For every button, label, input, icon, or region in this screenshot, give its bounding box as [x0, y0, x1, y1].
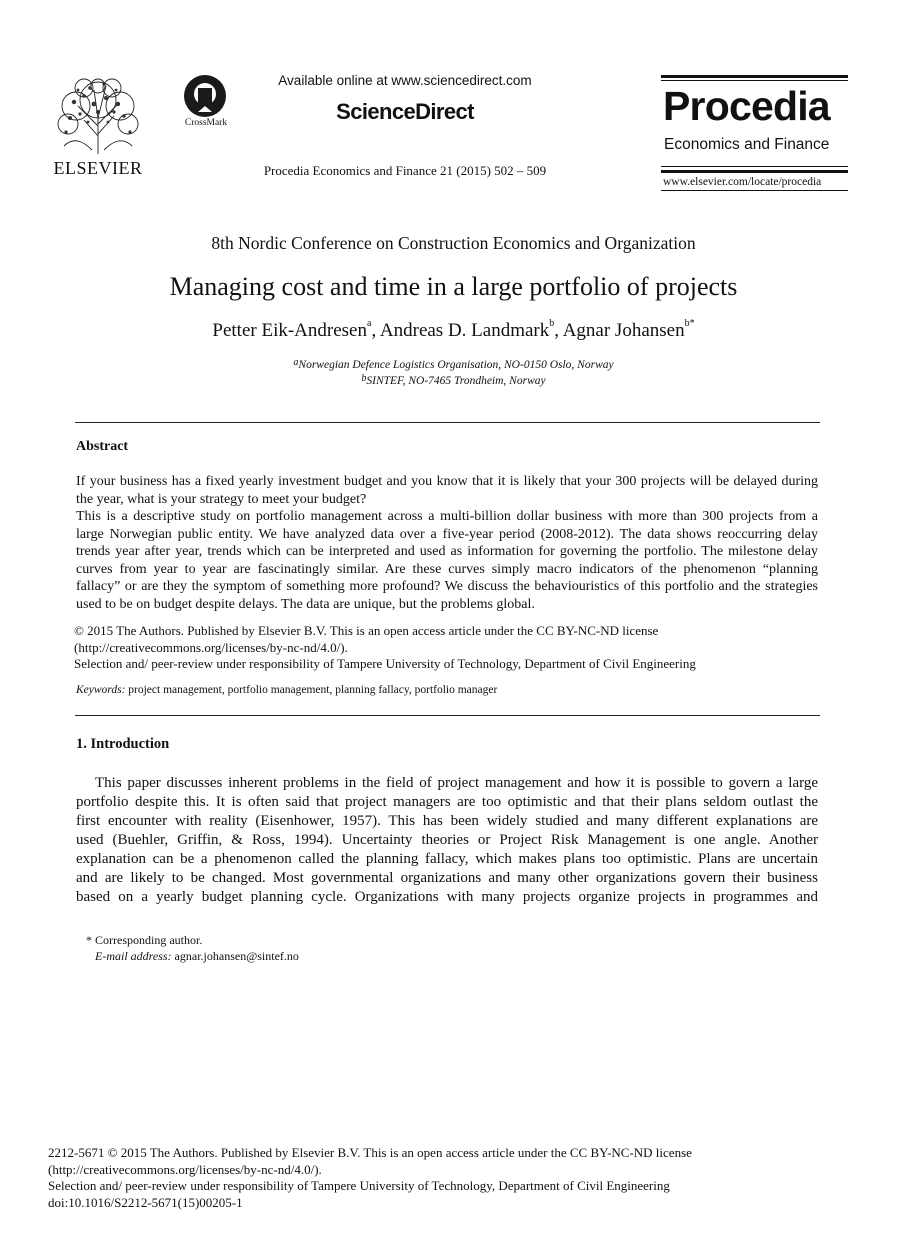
abstract-paragraph	[76, 473, 818, 508]
email-note	[95, 949, 299, 964]
keywords	[76, 684, 497, 696]
section-divider	[75, 715, 820, 716]
corresponding-author-note: * Corresponding author.	[86, 933, 203, 947]
email-label: E-mail address:	[95, 949, 172, 963]
affiliation-mark: a	[293, 357, 299, 368]
text-line: curves from year to year are fascinatingly similar. Are these curves simply macro indicators of the phenomenon “planning	[76, 561, 818, 577]
procedia-subtitle: Economics and Finance	[664, 136, 830, 153]
text-line: This is a descriptive study on portfolio management across a multi-billion dollar business with more than 300 projects from a	[76, 509, 818, 524]
sciencedirect-logo[interactable]: ScienceDirect	[336, 99, 474, 124]
affiliation-text: SINTEF, NO-7465 Trondheim, Norway	[366, 375, 546, 387]
available-online-text: Available online at www.sciencedirect.com	[278, 73, 532, 88]
abstract-heading: Abstract	[76, 439, 129, 454]
text-line: fallacy” or are they the symptom of something more profound? We discuss the behaviouristics of this portfolio and the strategies	[76, 579, 818, 594]
author-affiliation-mark: b*	[684, 318, 695, 329]
peer-review-notice: Selection and/ peer-review under responsibility of Tampere University of Technology, Department of Civil Engineering	[74, 656, 696, 671]
footer-license-link[interactable]: (http://creativecommons.org/licenses/by-nc-nd/4.0/).	[48, 1161, 322, 1177]
text-line: portfolio despite this. It is often said that project managers are too optimistic and that their plans seldom outlast the	[76, 794, 818, 810]
rule	[661, 80, 848, 81]
text-line: used to be on budget despite delays. The data are unique, but the problems global.	[76, 596, 535, 612]
section-divider	[75, 422, 820, 423]
author-name[interactable]: Petter Eik-Andresen	[212, 320, 367, 341]
text-line: and are likely to be changed. Most governmental organizations and many other organizations govern their business	[76, 870, 818, 886]
footer-doi[interactable]: doi:10.1016/S2212-5671(15)00205-1	[48, 1194, 243, 1210]
crossmark-badge[interactable]	[175, 74, 235, 134]
license-line: (http://creativecommons.org/licenses/by-nc-nd/4.0/).	[74, 639, 348, 655]
procedia-journal-logo[interactable]	[661, 75, 848, 195]
keywords-label: Keywords:	[76, 684, 126, 696]
affiliation	[0, 359, 907, 371]
author-separator: ,	[371, 320, 380, 341]
affiliation-mark: b	[361, 373, 367, 384]
license-link[interactable]: http://creativecommons.org/licenses/by-nc-nd/4.0/	[78, 639, 341, 655]
text-line: If your business has a fixed yearly investment budget and you know that it is likely that your 300 projects will be delayed during	[76, 474, 818, 489]
text-line: This paper discusses inherent problems in the field of project management and how it is possible to govern a large	[95, 775, 818, 791]
procedia-title: Procedia	[663, 83, 830, 129]
author-name[interactable]: Agnar Johansen	[562, 320, 685, 341]
keywords-list: project management, portfolio management, planning fallacy, portfolio manager	[128, 684, 498, 696]
email-link[interactable]: agnar.johansen@sintef.no	[174, 949, 299, 963]
author-separator: ,	[554, 320, 563, 341]
procedia-url-link[interactable]: www.elsevier.com/locate/procedia	[663, 176, 822, 188]
affiliation-text: Norwegian Defence Logistics Organisation, NO-0150 Oslo, Norway	[298, 359, 614, 371]
section-heading: 1. Introduction	[76, 736, 170, 752]
crossmark-label: CrossMark	[184, 118, 228, 128]
paper-title: Managing cost and time in a large portfolio of projects	[169, 272, 738, 301]
rule	[661, 190, 848, 191]
elsevier-logo[interactable]	[50, 76, 146, 176]
license-link-suffix: ).	[340, 639, 348, 655]
abstract-paragraph	[76, 508, 818, 613]
text-line: first encounter with reality (Eisenhower, 1957). This has been widely studied and many different explanations are	[76, 813, 818, 829]
footer-peer-review: Selection and/ peer-review under responsibility of Tampere University of Technology, Department of Civil Engineering	[48, 1178, 670, 1193]
crossmark-icon	[179, 74, 231, 118]
author-name[interactable]: Andreas D. Landmark	[379, 320, 550, 341]
text-line: trends year after year, trends which can be interpreted and used as information for governing the portfolio. The milestone delay	[76, 544, 818, 559]
elsevier-tree-icon	[54, 76, 142, 156]
text-line: based on a yearly budget planning cycle. Organizations with many projects organize projects in programmes and	[76, 889, 818, 905]
affiliation	[0, 375, 907, 387]
rule	[661, 75, 848, 78]
rule	[661, 170, 848, 173]
publisher-name: ELSEVIER	[53, 158, 143, 178]
text-line: used (Buehler, Griffin, & Ross, 1994). Uncertainty theories or Project Risk Management is one angle. Another	[76, 832, 818, 848]
page-footer	[48, 1145, 808, 1211]
author-affiliation-mark: b	[549, 318, 555, 329]
author-list	[0, 320, 907, 342]
conference-name: 8th Nordic Conference on Construction Economics and Organization	[211, 233, 696, 253]
introduction-paragraph	[76, 774, 818, 907]
text-line: large Norwegian public entity. We have analyzed data over a five-year period (2008-2012). The data shows reoccurring delay	[76, 526, 818, 542]
rule	[661, 166, 848, 167]
author-affiliation-mark: a	[366, 318, 372, 329]
journal-citation: Procedia Economics and Finance 21 (2015) 502 – 509	[263, 163, 547, 178]
text-line: explanation can be a phenomenon called the planning fallacy, which makes plans too optimistic. Plans are uncertain	[76, 851, 818, 867]
text-line: the year, what is your strategy to meet your budget?	[76, 491, 367, 507]
copyright-notice: © 2015 The Authors. Published by Elsevier B.V. This is an open access article under the CC BY-NC-ND license	[74, 623, 659, 638]
footer-issn-copyright: 2212-5671 © 2015 The Authors. Published by Elsevier B.V. This is an open access article under the CC BY-NC-ND license	[48, 1145, 692, 1160]
